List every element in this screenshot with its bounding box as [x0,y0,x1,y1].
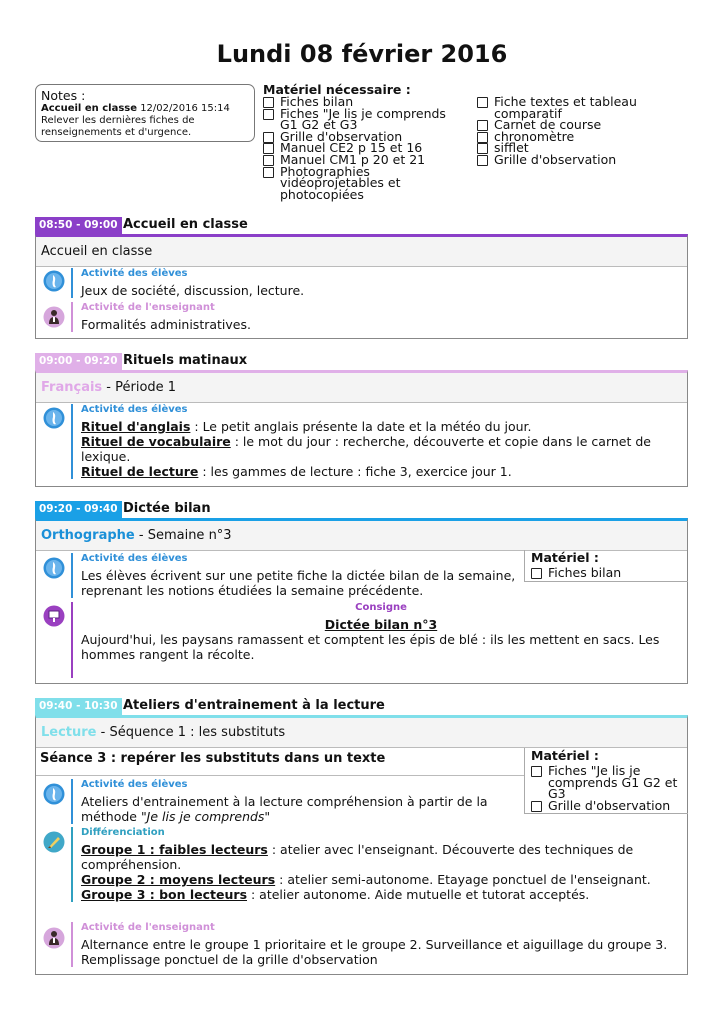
materiel-item-cont: photocopiées [280,186,364,202]
differenciation [71,827,681,902]
student-text: Ateliers d'entrainement à la lecture compréhension à partir de la méthode "Je lis je comprends" [81,794,488,824]
block-title: Rituels matinaux [123,353,248,368]
ritual-item: Rituel de vocabulaire : le mot du jour : recherche, découverte et copie dans le carnet de lexique. [81,434,651,464]
teacher-text: Alternance entre le groupe 1 prioritaire et le groupe 2. Surveillance et aiguillage du groupe 3. Remplissage ponctuel de la grille d'observation [81,937,668,967]
notes-line2: renseignements et d'urgence. [41,127,192,138]
notes-date: 12/02/2016 15:14 [137,103,230,114]
teacher-icon [43,927,65,949]
teacher-label: Activité de l'enseignant [81,922,215,933]
block-subhead: Lecture - Séquence 1 : les substituts [36,718,687,748]
student-label: Activité des élèves [81,404,188,415]
ritual-item: Rituel de lecture : les gammes de lecture : fiche 3, exercice jour 1. [81,464,512,479]
checkbox[interactable] [531,766,542,777]
group-item: Groupe 3 : bon lecteurs : atelier autonome. Aide mutuelle et tutorat acceptés. [81,887,590,902]
notes-bold: Accueil en classe [41,103,138,114]
materiel-list-2 [477,96,637,166]
materiel-item: Grille d'observation [531,800,688,812]
side-materiel-title: Matériel : [531,748,599,763]
side-materiel-title: Matériel : [531,550,599,565]
group-item: Groupe 1 : faibles lecteurs : atelier avec l'enseignant. Découverte des techniques de compréhension. [81,842,634,872]
materiel-title: Matériel nécessaire : [263,82,411,97]
checkbox[interactable] [477,120,488,131]
materiel-item: Photographies [263,166,446,178]
materiel-item: Manuel CM1 p 20 et 21 [263,154,446,166]
time-badge: 09:40 - 10:30 [35,698,122,715]
student-activity [71,268,304,298]
notes-line1: Relever les dernières fiches de [41,115,195,126]
notes-box [35,84,255,142]
footprint-icon [43,407,65,429]
side-materiel [524,550,688,582]
checkbox[interactable] [263,143,274,154]
notes-label: Notes : [41,88,86,103]
checkbox[interactable] [263,155,274,166]
subject: Lecture [41,725,97,740]
materiel-item-cont: comprends G1 G2 et [548,774,678,790]
checkbox[interactable] [531,801,542,812]
page-title: Lundi 08 février 2016 [216,40,508,68]
materiel-item: Fiche textes et tableau [477,96,637,108]
period: Période 1 [115,380,177,395]
divider [36,775,524,776]
materiel-item: Manuel CE2 p 15 et 16 [263,142,446,154]
materiel-item-cont: vidéoprojetables et [280,175,401,191]
checkbox[interactable] [263,132,274,143]
materiel-item-cont: comparatif [494,105,562,121]
period: Semaine n°3 [147,528,232,543]
student-label: Activité des élèves [81,779,188,790]
teacher-icon [43,306,65,328]
checkbox[interactable] [531,568,542,579]
side-materiel [524,748,688,814]
checkbox[interactable] [477,97,488,108]
diff-label: Différenciation [81,827,165,838]
brush-icon [43,831,65,853]
block-title: Ateliers d'entrainement à la lecture [123,698,385,713]
subject: Français [41,380,103,395]
materiel-item-cont: G1 G2 et G3 [280,117,358,133]
materiel-item: Grille d'observation [477,154,637,166]
teacher-label: Activité de l'enseignant [81,302,215,313]
student-activity [71,779,516,824]
materiel-item: Fiches bilan [263,96,446,108]
consigne [71,602,681,678]
materiel-item-cont: G3 [548,786,566,802]
group-item: Groupe 2 : moyens lecteurs : atelier semi-autonome. Etayage ponctuel de l'enseignant. [81,872,651,887]
seance-title: Séance 3 : repérer les substituts dans un texte [40,751,386,766]
subject: Orthographe [41,528,135,543]
student-text: Les élèves écrivent sur une petite fiche la dictée bilan de la semaine, reprenant les notions étudiées la semaine précédente. [81,568,516,598]
block-subhead: Français - Période 1 [36,373,687,403]
checkbox[interactable] [477,143,488,154]
teacher-activity [71,922,681,967]
materiel-item: Carnet de course [477,119,637,131]
materiel-item: Grille d'observation [263,131,446,143]
board-icon [43,605,65,627]
consigne-label: Consigne [355,602,407,613]
time-badge: 09:20 - 09:40 [35,501,122,518]
materiel-item: Fiches "Je lis je comprends [263,108,446,120]
materiel-item: Fiches "Je lis je [531,765,688,777]
checkbox[interactable] [477,132,488,143]
consigne-title: Dictée bilan n°3 [324,617,438,632]
footprint-icon [43,783,65,805]
ritual-item: Rituel d'anglais : Le petit anglais présente la date et la météo du jour. [81,419,532,434]
student-activity [71,553,516,598]
block-title: Dictée bilan [123,501,211,516]
student-text: Jeux de société, discussion, lecture. [81,283,305,298]
materiel-list-1 [263,96,446,200]
footprint-icon [43,557,65,579]
consigne-text: Aujourd'hui, les paysans ramassent et comptent les épis de blé : ils les mettent en sacs. Les hommes rangent la récolte. [81,632,660,662]
materiel-item: sifflet [477,142,637,154]
block-title: Accueil en classe [123,217,248,232]
block-subhead: Orthographe - Semaine n°3 [36,521,687,551]
checkbox[interactable] [263,109,274,120]
time-badge: 09:00 - 09:20 [35,353,122,370]
checkbox[interactable] [477,155,488,166]
period: Séquence 1 : les substituts [109,725,286,740]
time-badge: 08:50 - 09:00 [35,217,122,234]
block-subhead: Accueil en classe [36,237,687,267]
footprint-icon [43,270,65,292]
checkbox[interactable] [263,167,274,178]
student-activity [71,404,671,479]
materiel-item: chronomètre [477,131,637,143]
checkbox[interactable] [263,97,274,108]
student-label: Activité des élèves [81,268,188,279]
teacher-activity [71,302,251,332]
notes-text [41,103,249,139]
materiel-item: Fiches bilan [531,567,688,579]
student-label: Activité des élèves [81,553,188,564]
teacher-text: Formalités administratives. [81,317,251,332]
